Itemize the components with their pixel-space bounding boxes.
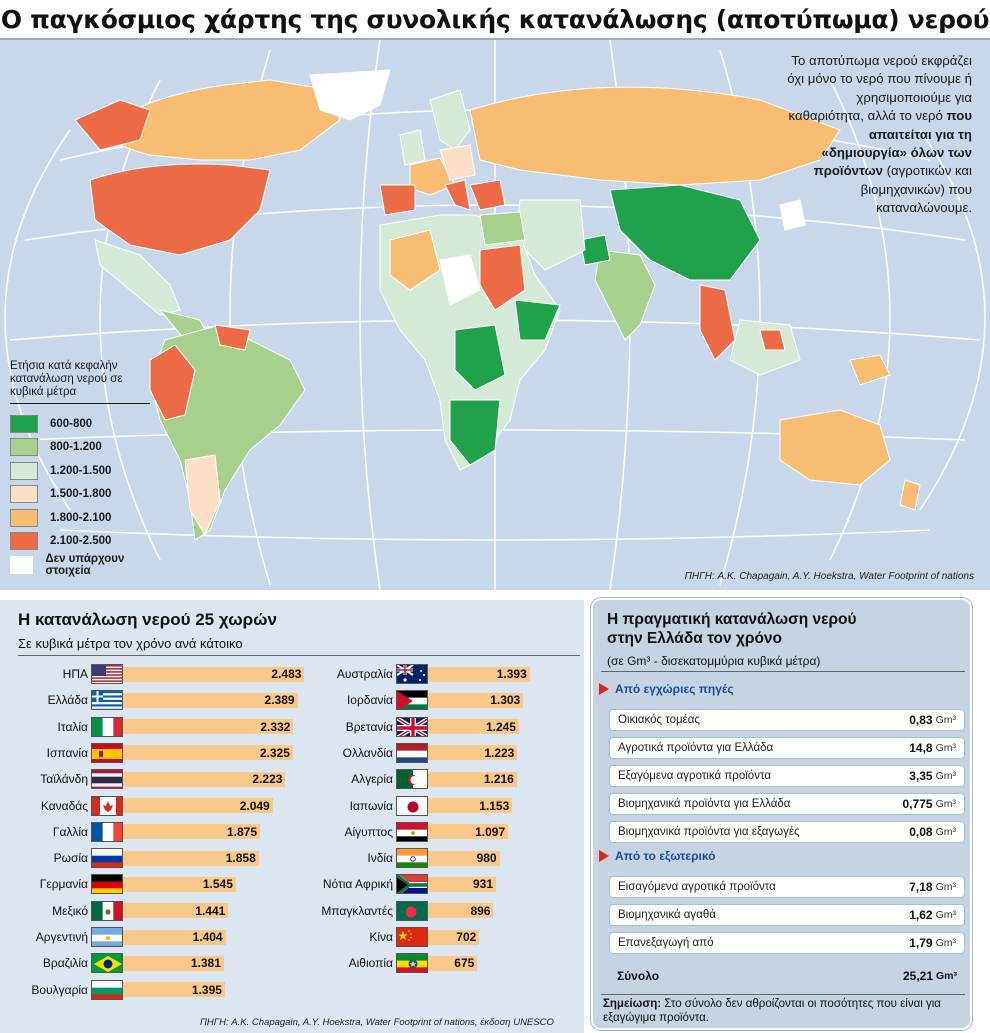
argentina-region [185,455,220,535]
row-value: 0,83 [909,713,933,727]
row-label: Εισαγόμενα αγροτικά προϊόντα [618,881,776,893]
map-intro-text [782,52,972,218]
foreign-section-title [599,849,715,863]
bar-value: 1.223 [484,745,515,760]
algeria-flag-icon [396,769,428,789]
consumption-row [609,904,965,926]
row-unit: Gm³ [935,937,956,949]
page-title: Ο παγκόσμιος χάρτης της συνολικής κατανάλωσης (αποτύπωμα) νερού [0,4,990,34]
bar-label: Γαλλία [52,824,88,839]
papua-region [850,355,890,385]
row-label: Οικιακός τομέας [618,714,700,726]
greece-subtitle: (σε Gm³ - δισεκατομμύρια κυβικά μέτρα) [607,654,821,668]
chart-source: ΠΗΓΗ: A.K. Chapagain, A.Y. Hoekstra, Water Footprint of nations, έκδοση UNESCO [200,1017,554,1028]
legend-swatch [10,462,38,480]
world-map-panel [0,40,990,590]
title-bar [0,0,990,40]
bar-label: Βουλγαρία [31,982,88,997]
bar-value: 2.223 [252,772,283,787]
total-row [609,965,965,987]
legend-rows [10,412,150,577]
bar-label: Ιταλία [57,719,88,734]
bar-value: 1.303 [490,693,521,708]
bar-label: Βρετανία [345,719,393,734]
intro-part-1: Το αποτύπωμα νερού εκφράζει όχι μόνο το νερό που πίνουμε ή χρησιμοποιούμε για καθαριότητα, αλλά το νερό [787,53,972,124]
row-value: 0,775 [902,797,933,811]
row-unit: Gm³ [935,714,956,726]
row-unit: Gm³ [935,798,956,810]
bar-value: 1.441 [195,903,226,918]
spain-region [380,185,415,215]
consumption-row [609,821,965,843]
bar-label: Ισπανία [46,745,88,760]
row-label: Βιομηχανικά προϊόντα για εξαγωγές [618,826,800,838]
bar-value: 931 [473,877,494,892]
foreign-section-label: Από το εξωτερικό [615,849,716,863]
bar-label: Αλγερία [351,772,393,787]
domestic-section-title [599,682,734,696]
bar-value: 2.325 [259,745,290,760]
bar-value: 1.216 [483,772,514,787]
row-value: 3,35 [909,769,933,783]
legend-item [10,436,150,460]
uk-region [400,130,425,165]
japan-flag-icon [396,796,428,816]
total-label: Σύνολο [617,969,660,983]
bar-value: 896 [470,903,491,918]
legend-swatch [10,485,38,503]
greece-divider [601,671,965,672]
bar-value: 1.097 [475,824,506,839]
egypt-flag-icon [396,822,428,842]
chart-divider [18,655,580,656]
bar-value: 1.545 [202,877,233,892]
jordan-flag-icon [396,690,428,710]
greece-title-line-1: Η πραγματική κατανάλωση νερού [607,611,857,628]
legend-swatch [10,532,38,550]
bar-value: 675 [454,956,475,971]
bar-value: 2.049 [239,798,270,813]
consumption-row [609,876,965,898]
new-zealand-region [900,480,920,510]
bar-label: Αίγυπτος [344,824,393,839]
legend-label: 600-800 [50,417,93,430]
countries-chart-title: Η κατανάλωση νερού 25 χωρών [18,610,277,629]
row-value: 1,79 [909,936,933,950]
legend-label: 1.200-1.500 [50,464,112,477]
map-source: ΠΗΓΗ: A.K. Chapagain, A.Y. Hoekstra, Water Footprint of nations [684,571,974,582]
consumption-row [609,932,965,954]
bar-value: 2.389 [264,693,295,708]
row-label: Βιομηχανικά αγαθά [618,909,716,921]
legend-label: Δεν υπάρχουν στοιχεία [45,552,125,577]
bar-value: 1.153 [479,798,510,813]
greece-title-line-2: στην Ελλάδα τον χρόνο [607,630,783,647]
legend-title: Ετήσια κατά κεφαλήν κατανάλωση νερού σε κυβικά μέτρα [10,360,150,404]
thailand-region [700,285,735,360]
legend-label: 800-1.200 [50,441,102,454]
consumption-row [609,709,965,731]
greece-note [603,998,965,1025]
row-unit: Gm³ [935,742,956,754]
legend-swatch [10,415,38,433]
bar-label: Γερμανία [39,877,88,892]
row-unit: Gm³ [935,881,956,893]
intro-bold: που απαιτείται για τη «δημιουργία» όλων των προϊόντων [813,108,972,179]
india-flag-icon [396,848,428,868]
row-label: Εξαγόμενα αγροτικά προϊόντα [618,770,771,782]
bar-label: Αιθιοπία [348,956,393,971]
uk-flag-icon [396,717,428,737]
bar-value: 1.393 [496,667,527,681]
south-africa-flag-icon [396,874,428,894]
row-label: Βιομηχανικά προϊόντα για Ελλάδα [618,798,791,810]
bar-value: 1.381 [190,956,221,971]
bar-value: 2.332 [260,719,291,734]
bar-value: 1.395 [191,982,222,997]
row-label: Αγροτικά προϊόντα για Ελλάδα [618,742,774,754]
bar-value: 2.483 [271,667,302,681]
bar-label: Αργεντινή [35,930,88,944]
map-legend [10,360,150,577]
bar-value: 702 [456,930,477,944]
australia-region [780,410,890,485]
ethiopia-region [515,300,560,340]
arrow-icon [599,683,609,695]
bar-label: Ιαπωνία [349,798,393,813]
row-unit: Gm³ [935,909,956,921]
bar-label: Ελλάδα [47,693,88,708]
oceania [780,410,920,510]
total-value: 25,21 [902,969,933,983]
bar-label: Νότια Αφρική [322,877,393,892]
bar-value: 1.404 [192,930,223,944]
greece-title [607,610,857,648]
legend-item [10,483,150,507]
egypt-region [480,212,525,245]
legend-label: 2.100-2.500 [50,535,112,548]
bar-label: Κίνα [369,930,393,944]
china-flag-icon [396,927,428,947]
bangladesh-flag-icon [396,901,428,921]
netherlands-flag-icon [396,743,428,763]
bar-value: 1.875 [226,824,258,839]
legend-item [10,412,150,436]
note-label: Σημείωση: [603,998,662,1010]
india-region [595,250,655,340]
row-value: 1,62 [909,908,933,922]
bar-label: Βραζιλία [42,956,88,971]
bar-label: Αυστραλία [336,667,393,681]
countries-chart-panel [0,600,584,1033]
legend-label: 1.800-2.100 [50,511,112,524]
north-america [75,70,390,340]
row-unit: Gm³ [935,770,956,782]
consumption-row [609,737,965,759]
note-text: Στο σύνολο δεν αθροίζονται οι ποσότητες που είναι για εξαγώγιμα προϊόντα. [603,998,941,1024]
row-label: Επανεξαγωγή από [618,937,714,949]
bar-label: Καναδάς [40,798,88,813]
legend-swatch [10,438,38,456]
legend-item [10,553,150,577]
bar-value: 1.858 [225,851,256,866]
note-divider [601,994,965,995]
greece-consumption-panel [591,598,972,1030]
legend-label: 1.500-1.800 [50,488,112,501]
philippines-region [760,330,785,350]
legend-item [10,459,150,483]
arrow-icon [599,850,609,862]
row-value: 0,08 [909,825,933,839]
bar-label: Ταϊλάνδη [40,772,88,787]
legend-item [10,506,150,530]
bar-label: ΗΠΑ [62,667,88,681]
consumption-row [609,765,965,787]
bar-label: Μπαγκλαντές [321,903,393,918]
scandinavia-region [430,90,470,150]
consumption-row [609,793,965,815]
row-value: 7,18 [909,880,933,894]
row-value: 14,8 [909,741,933,755]
bar-label: Ινδία [367,851,393,866]
bar-value: 980 [476,851,497,866]
legend-swatch [10,509,38,527]
bar-label: Ιορδανία [346,693,393,708]
australia-flag-icon [396,664,428,684]
countries-chart-subtitle: Σε κυβικά μέτρα τον χρόνο ανά κάτοικο [18,636,243,651]
bar-label: Ρωσία [53,851,88,866]
total-unit: Gm³ [936,970,957,982]
legend-swatch [10,556,33,574]
ethiopia-flag-icon [396,953,428,973]
row-unit: Gm³ [935,826,956,838]
bar-value: 1.245 [485,719,516,734]
usa-region [90,164,270,255]
intro-part-2: (αγροτικών και βιομηχανικών) που καταναλώνουμε. [860,163,972,216]
legend-item [10,530,150,554]
bar-label: Ολλανδία [342,745,393,760]
domestic-section-label: Από εγχώριες πηγές [615,682,734,696]
bar-label: Μεξικό [52,903,88,918]
bulgaria-flag-icon [91,980,123,1000]
